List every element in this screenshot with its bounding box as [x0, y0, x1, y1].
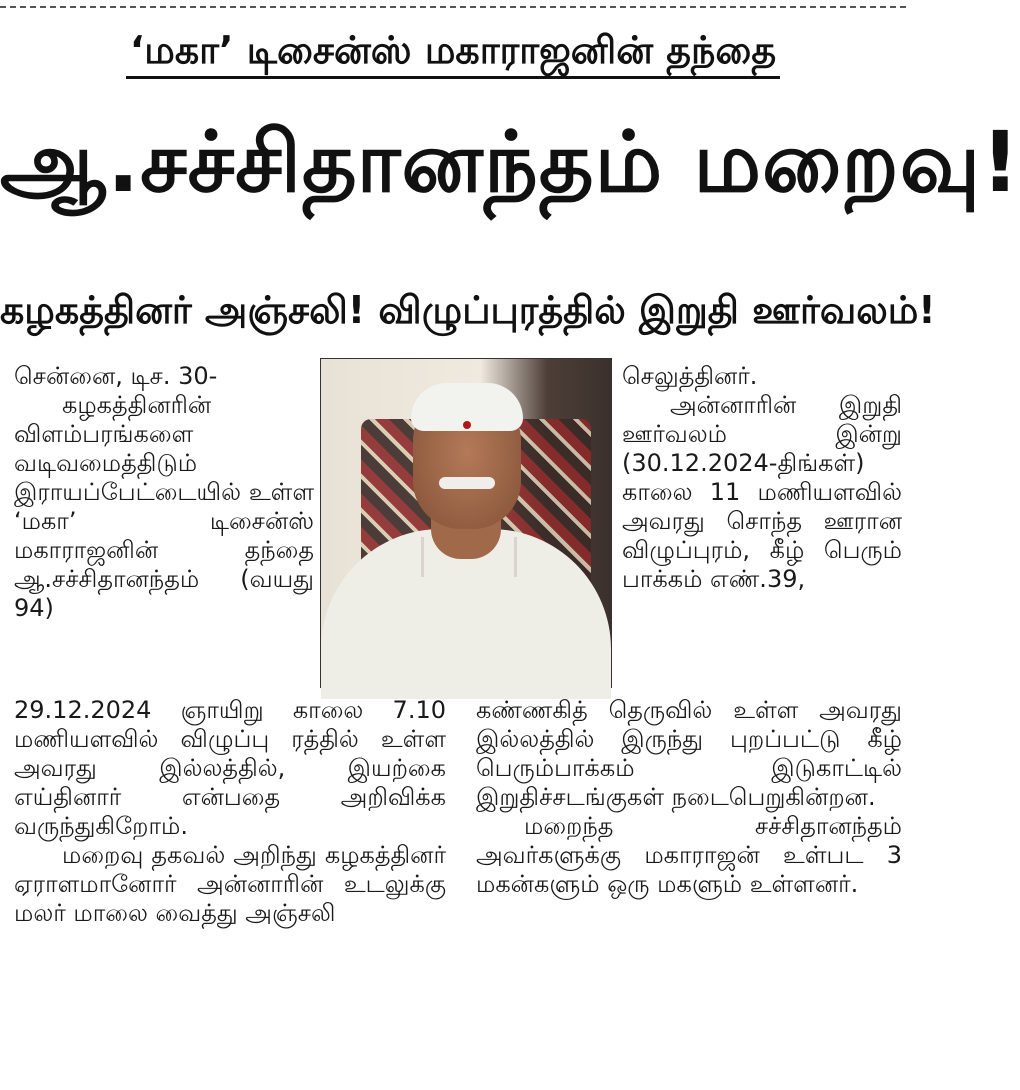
portrait-photo: [320, 358, 612, 688]
subheadline: கழகத்தினர் அஞ்சலி! விழுப்புரத்தில் இறுதி ஊர்வலம்!: [0, 288, 936, 332]
article-paragraph-3-part-2: கண்ணகித் தெருவில் உள்ள அவரது இல்லத்தில் இருந்து புறப்பட்டு கீழ் பெரும்பாக்கம் இடுகாட்டில் இறுதிச்சடங்குகள் நடைபெறுகின்றன.: [476, 696, 902, 811]
article-paragraph-1-part-2: 29.12.2024 ஞாயிறு காலை 7.10 மணியளவில் விழுப்பு ரத்தில் உள்ள அவரது இல்லத்தில், இயற்கை எய்தினார் என்பதை அறிவிக்க வருந்துகிறோம்.: [14, 696, 446, 840]
kicker-text: ‘மகா’ டிசைன்ஸ் மகாராஜனின் தந்தை: [126, 28, 780, 79]
article-column-left-top: [14, 362, 314, 623]
article-paragraph-2: மறைவு தகவல் அறிந்து கழகத்தினர் ஏராளமானோர் அன்னாரின் உடலுக்கு மலர் மாலை வைத்து அஞ்சலி: [14, 841, 446, 927]
article-paragraph-1-part-1: கழகத்தினரின் விளம்பரங்களை வடிவமைத்திடும் இராயப்பேட்டையில் உள்ள ‘மகா’ டிசைன்ஸ் மகாராஜனின் தந்தை ஆ.சச்சிதானந்தம் (வயது 94): [14, 391, 314, 622]
article-dateline: சென்னை, டிச. 30-: [14, 362, 218, 390]
article-column-right-bottom: [476, 696, 902, 899]
kicker-line: [0, 28, 906, 78]
top-dashed-border: [0, 6, 906, 8]
article-column-right-top: [622, 362, 902, 594]
article-paragraph-3-part-1: அன்னாரின் இறுதி ஊர்வலம் இன்று (30.12.2024-திங்கள்) காலை 11 மணியளவில் அவரது சொந்த ஊரான விழுப்புரம், கீழ் பெரும் பாக்கம் எண்.39,: [622, 391, 902, 593]
headline: ஆ.சச்சிதானந்தம் மறைவு!: [0, 113, 1020, 211]
article-paragraph-2-continuation: செலுத்தினர்.: [622, 362, 758, 390]
article-paragraph-4: மறைந்த சச்சிதானந்தம் அவர்களுக்கு மகாராஜன் உள்பட 3 மகன்களும் ஒரு மகளும் உள்ளனர்.: [476, 812, 902, 898]
article-column-left-bottom: [14, 696, 446, 928]
